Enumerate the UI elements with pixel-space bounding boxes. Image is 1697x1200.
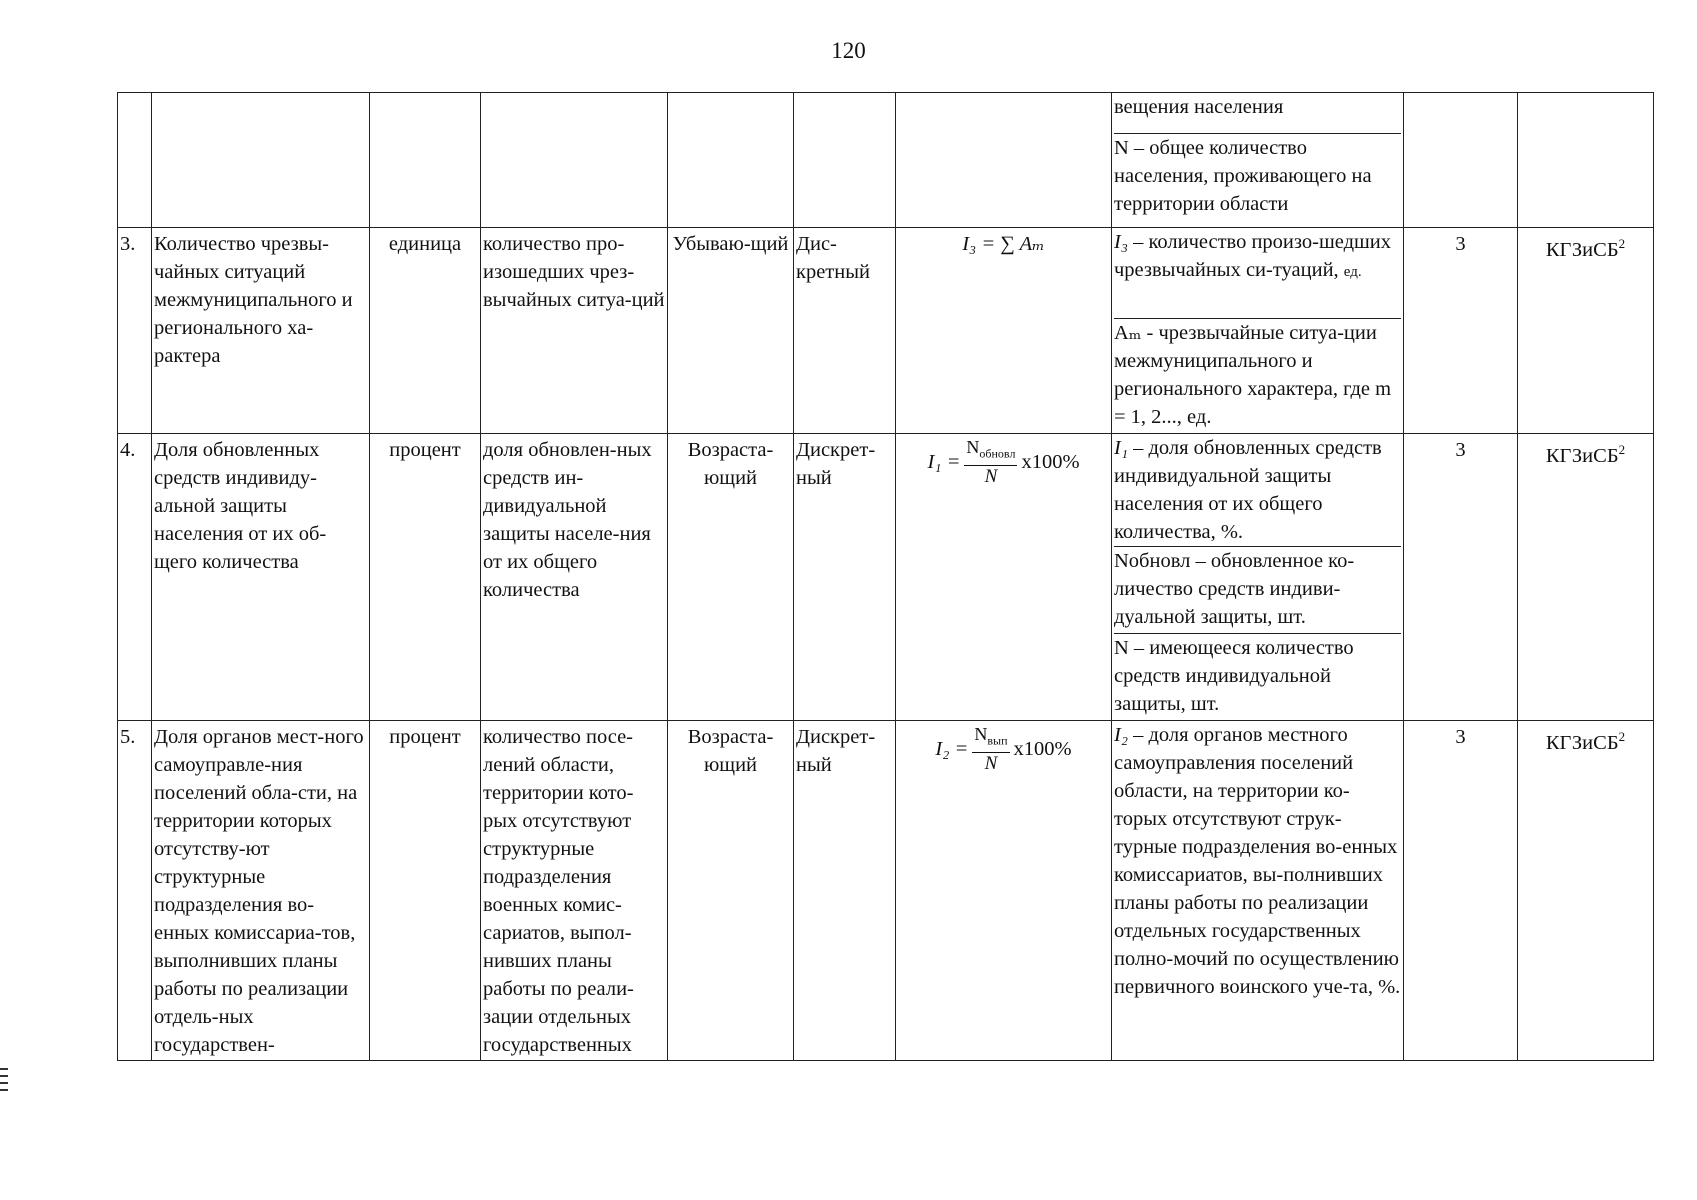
row-number: 5. bbox=[118, 721, 152, 1061]
table-row bbox=[118, 721, 1654, 1061]
level-cell: 3 bbox=[1404, 721, 1518, 1061]
formula-cell bbox=[896, 434, 1112, 721]
indicator-name: Количество чрезвы-чайных ситуаций межмуниципального и регионального ха-рактера bbox=[152, 228, 370, 434]
unit-cell: процент bbox=[370, 434, 481, 721]
source-cell: КГЗиСБ$^2$ bbox=[1518, 434, 1654, 721]
variable-desc: I₃ – количество произо-шедших чрезвычайных си-туаций, ед. bbox=[1114, 228, 1401, 319]
trend-cell: Возраста-ющий bbox=[668, 721, 794, 1061]
row-number: 3. bbox=[118, 228, 152, 434]
variable-desc: I₂ – доля органов местного самоуправления поселений области, на территории ко-торых отсутствуют струк-турные подразделения во-енных комиссариатов, вы-полнивших планы работы по реализации отдельных государственных полно-мочий по осуществлению первичного воинского уче-та, %. bbox=[1114, 724, 1401, 998]
type-cell: Дискрет-ный bbox=[794, 434, 896, 721]
definition-cell: количество про-изошедших чрез-вычайных ситуа-ций bbox=[481, 228, 668, 434]
type-cell: Дискрет-ный bbox=[794, 721, 896, 1061]
indicator-name: Доля органов мест-ного самоуправле-ния поселений обла-сти, на территории которых отсутству-ют структурные подразделения во-енных комиссариа-тов, выполнивших планы работы по реализации отдель-ных государствен- bbox=[152, 721, 370, 1061]
page-number: 120 bbox=[831, 38, 866, 63]
table-row bbox=[118, 434, 1654, 721]
variable-desc: Aₘ - чрезвычайные ситуа-ции межмуниципального и регионального характера, где m = 1, 2..., ед. bbox=[1114, 322, 1392, 428]
unit-cell: процент bbox=[370, 721, 481, 1061]
formula: I₂ = $\frac{N_{вып}}{N}$ x100% bbox=[935, 724, 1072, 774]
definition-cell: доля обновлен-ных средств ин-дивидуальной защиты населе-ния от их общего количества bbox=[481, 434, 668, 721]
table-row bbox=[118, 228, 1654, 434]
variable-desc: N – общее количество населения, проживающего на территории области bbox=[1114, 137, 1372, 215]
level-cell: 3 bbox=[1404, 434, 1518, 721]
variable-desc: N – имеющееся количество средств индивидуальной защиты, шт. bbox=[1114, 637, 1354, 715]
type-cell: Дис-кретный bbox=[794, 228, 896, 434]
variable-desc: Nобновл – обновленное ко-личество средств индиви-дуальной защиты, шт. bbox=[1114, 547, 1401, 634]
trend-cell: Возраста-ющий bbox=[668, 434, 794, 721]
variable-desc: вещения населения bbox=[1114, 93, 1401, 134]
unit-cell: единица bbox=[370, 228, 481, 434]
trend-cell: Убываю-щий bbox=[668, 228, 794, 434]
row-number: 4. bbox=[118, 434, 152, 721]
source-cell: КГЗиСБ$^2$ bbox=[1518, 721, 1654, 1061]
indicators-table bbox=[117, 92, 1654, 1061]
formula-cell bbox=[896, 721, 1112, 1061]
definition-cell: количество посе-лений области, территории кото-рых отсутствуют структурные подразделения военных комис-сариатов, выпол-нивших планы работы по реали-зации отдельных государственных bbox=[481, 721, 668, 1061]
source-cell: КГЗиСБ$^2$ bbox=[1518, 228, 1654, 434]
formula: I₁ = $\frac{N_{обновл}}{N}$ x100% bbox=[927, 437, 1080, 487]
scan-edge-marks bbox=[0, 1068, 10, 1096]
level-cell: 3 bbox=[1404, 228, 1518, 434]
indicator-name: Доля обновленных средств индивиду-альной защиты населения от их об-щего количества bbox=[152, 434, 370, 721]
variable-desc: I₁ – доля обновленных средств индивидуальной защиты населения от их общего количества, %. bbox=[1114, 434, 1401, 547]
formula: I₃ = ∑ Aₘ bbox=[962, 233, 1045, 255]
table-row-continuation bbox=[118, 93, 1654, 228]
formula-cell bbox=[896, 228, 1112, 434]
